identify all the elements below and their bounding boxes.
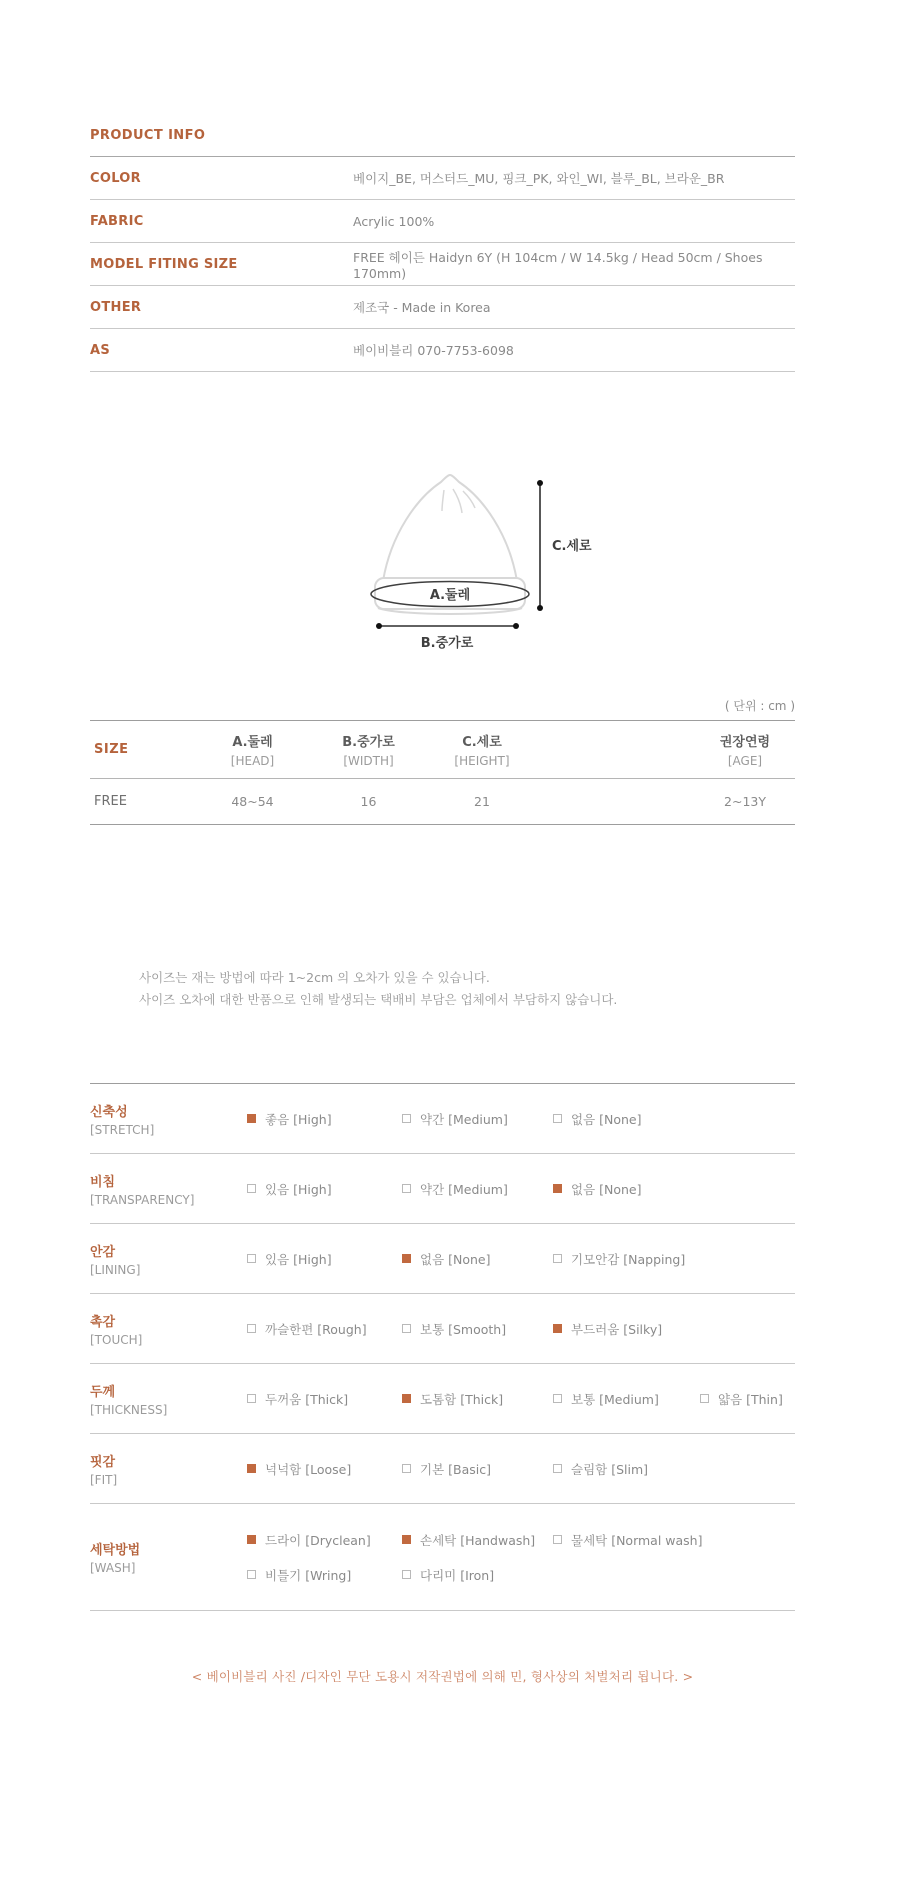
product-info-value: Acrylic 100%	[353, 213, 435, 229]
attribute-option: 보통 [Smooth]	[402, 1320, 553, 1338]
attribute-row-thickness	[90, 1364, 795, 1434]
product-info-row	[90, 243, 795, 286]
checkbox-icon	[553, 1324, 562, 1333]
attribute-row-touch	[90, 1294, 795, 1364]
attribute-option: 얇음 [Thin]	[700, 1390, 795, 1408]
attribute-row-transparency	[90, 1154, 795, 1224]
attribute-option: 비틀기 [Wring]	[247, 1566, 402, 1584]
attribute-row-stretch	[90, 1084, 795, 1154]
checkbox-icon	[553, 1394, 562, 1403]
attribute-name: 촉감	[90, 1314, 116, 1330]
size-table-header	[90, 721, 795, 779]
size-disclaimer	[139, 967, 795, 1011]
attribute-option: 없음 [None]	[402, 1250, 553, 1268]
attribute-option: 두꺼움 [Thick]	[247, 1390, 402, 1408]
product-info-row	[90, 200, 795, 243]
size-disclaimer-line: 사이즈 오차에 대한 반품으로 인해 발생되는 택배비 부담은 업체에서 부담하지 않습니다.	[139, 992, 618, 1007]
product-info-value: FREE 헤이든 Haidyn 6Y (H 104cm / W 14.5kg / Head 50cm / Shoes 170mm)	[353, 249, 763, 281]
attribute-name-en: [TOUCH]	[90, 1332, 143, 1347]
checkbox-icon	[553, 1535, 562, 1544]
attribute-name-en: [STRETCH]	[90, 1122, 155, 1137]
product-info-title: PRODUCT INFO	[90, 128, 795, 157]
checkbox-icon	[402, 1254, 411, 1263]
hat-crease	[453, 489, 462, 513]
checkbox-icon	[553, 1464, 562, 1473]
unit-note: ( 단위 : cm )	[724, 699, 795, 713]
attribute-option: 다리미 [Iron]	[402, 1566, 553, 1584]
size-value-age: 2~13Y	[724, 794, 766, 809]
product-info-row	[90, 157, 795, 200]
size-disclaimer-line: 사이즈는 재는 방법에 따라 1~2cm 의 오차가 있을 수 있습니다.	[139, 970, 490, 985]
attribute-option: 없음 [None]	[553, 1180, 700, 1198]
attribute-option: 드라이 [Dryclean]	[247, 1531, 402, 1549]
attribute-option: 있음 [High]	[247, 1250, 402, 1268]
attribute-option: 보통 [Medium]	[553, 1390, 700, 1408]
checkbox-icon	[553, 1184, 562, 1193]
attribute-name-en: [FIT]	[90, 1472, 118, 1487]
attribute-name: 신축성	[90, 1104, 128, 1120]
hat-crown-outline	[383, 475, 517, 581]
attribute-row-fit	[90, 1434, 795, 1504]
size-value-height: 21	[474, 794, 490, 809]
attribute-table	[90, 1083, 795, 1611]
checkbox-icon	[247, 1254, 256, 1263]
size-value-head: 48~54	[231, 794, 274, 809]
attribute-name: 안감	[90, 1244, 116, 1260]
size-column-head: A.둘레 [HEAD]	[230, 735, 275, 768]
attribute-row-lining	[90, 1224, 795, 1294]
copyright-notice: < 베이비블리 사진 /디자인 무단 도용시 저작권법에 의해 민, 형사상의 처벌처리 됩니다. >	[191, 1669, 694, 1684]
product-info-label: OTHER	[90, 299, 142, 315]
checkbox-icon	[247, 1394, 256, 1403]
attribute-option: 넉넉함 [Loose]	[247, 1460, 402, 1478]
attribute-option: 부드러움 [Silky]	[553, 1320, 700, 1338]
product-info-label: FABRIC	[90, 213, 144, 229]
attribute-name: 세탁방법	[90, 1543, 141, 1558]
checkbox-icon	[553, 1254, 562, 1263]
size-column-width: B.중가로 [WIDTH]	[342, 735, 395, 768]
product-detail-page	[90, 128, 795, 1685]
checkbox-icon	[402, 1535, 411, 1544]
attribute-option: 슬림함 [Slim]	[553, 1460, 700, 1478]
attribute-name-en: [TRANSPARENCY]	[90, 1192, 195, 1207]
checkbox-icon	[700, 1394, 709, 1403]
size-name: FREE	[94, 794, 127, 809]
checkbox-icon	[247, 1464, 256, 1473]
size-value-width: 16	[360, 794, 377, 809]
checkbox-icon	[402, 1394, 411, 1403]
checkbox-icon	[402, 1114, 411, 1123]
attribute-option: 까슬한편 [Rough]	[247, 1320, 402, 1338]
attribute-option: 있음 [High]	[247, 1180, 402, 1198]
checkbox-icon	[402, 1464, 411, 1473]
product-info-value: 제조국 - Made in Korea	[353, 300, 491, 315]
attribute-option: 도톰함 [Thick]	[402, 1390, 553, 1408]
attribute-name-en: [LINING]	[90, 1262, 141, 1277]
product-info-label: AS	[90, 342, 111, 358]
size-table	[90, 720, 795, 825]
attribute-option: 기본 [Basic]	[402, 1460, 553, 1478]
attribute-name: 비침	[90, 1174, 116, 1190]
measure-a-label: A.둘레	[429, 588, 471, 603]
checkbox-icon	[247, 1324, 256, 1333]
checkbox-icon	[247, 1570, 256, 1579]
product-info-value: 베이비블리 070-7753-6098	[353, 343, 514, 358]
product-info-value: 베이지_BE, 머스터드_MU, 핑크_PK, 와인_WI, 블루_BL, 브라운_BR	[353, 171, 725, 186]
product-info-label: COLOR	[90, 170, 141, 186]
attribute-name: 두께	[90, 1384, 116, 1400]
product-info-row	[90, 329, 795, 372]
size-table-row	[90, 779, 795, 824]
attribute-option: 약간 [Medium]	[402, 1110, 553, 1128]
checkbox-icon	[247, 1114, 256, 1123]
attribute-option: 없음 [None]	[553, 1110, 700, 1128]
attribute-name-en: [THICKNESS]	[90, 1402, 168, 1417]
attribute-option: 기모안감 [Napping]	[553, 1250, 700, 1268]
product-info-label: MODEL FITING SIZE	[90, 256, 238, 272]
attribute-option: 물세탁 [Normal wash]	[553, 1531, 700, 1549]
measure-c-label: C.세로	[552, 539, 592, 554]
attribute-name-en: [WASH]	[90, 1561, 136, 1575]
attribute-option: 손세탁 [Handwash]	[402, 1531, 553, 1549]
size-column-height: C.세로 [HEIGHT]	[454, 735, 510, 768]
size-column-age: 권장연령 [AGE]	[719, 735, 771, 768]
measure-b-label: B.중가로	[420, 636, 474, 651]
attribute-option: 약간 [Medium]	[402, 1180, 553, 1198]
hat-crease	[442, 490, 444, 511]
checkbox-icon	[247, 1535, 256, 1544]
size-table-title: SIZE	[94, 742, 129, 757]
checkbox-icon	[402, 1570, 411, 1579]
attribute-option: 좋음 [High]	[247, 1110, 402, 1128]
attribute-row-wash	[90, 1504, 795, 1611]
checkbox-icon	[402, 1324, 411, 1333]
attribute-name: 핏감	[90, 1454, 116, 1470]
checkbox-icon	[247, 1184, 256, 1193]
product-info-row	[90, 286, 795, 329]
checkbox-icon	[553, 1114, 562, 1123]
hat-measurement-diagram	[305, 418, 645, 655]
checkbox-icon	[402, 1184, 411, 1193]
